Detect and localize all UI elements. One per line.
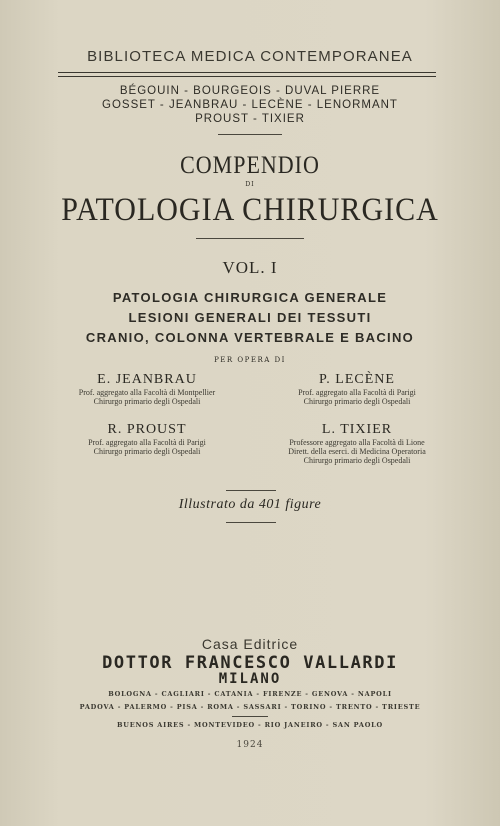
divider-rule [218,134,282,135]
branch-line-1: BOLOGNA - CAGLIARI - CATANIA - FIRENZE - GENOVA - NAPOLI [108,690,392,698]
publisher-name: DOTTOR FRANCESCO VALLARDI [102,653,398,673]
series-title: BIBLIOTECA MEDICA CONTEMPORANEA [87,48,413,65]
contributor-lecene [262,372,452,406]
illustrated-note: Illustrato da 401 figure [178,497,322,512]
divider-rule [196,238,304,239]
double-rule [58,72,436,77]
subtitle-line-2: LESIONI GENERALI DEI TESSUTI [128,310,372,325]
contributor-title: Dirett. della eserci. di Medicina Operatoria [288,447,426,456]
branch-line-3: BUENOS AIRES - MONTEVIDEO - RIO JANEIRO - SAN PAOLO [117,721,383,729]
subtitle-line-1: PATOLOGIA CHIRURGICA GENERALE [112,290,388,305]
author-line-2: GOSSET - JEANBRAU - LECÈNE - LENORMANT [102,99,398,111]
publisher-house: Casa Editrice [201,636,299,652]
divider-rule [232,716,268,717]
contributor-name: E. JEANBRAU [97,372,197,387]
contributor-name: P. LECÈNE [319,372,395,387]
contributor-title: Professore aggregato alla Facoltà di Lione [289,438,425,447]
volume-label: VOL. I [222,258,278,277]
contributor-name: R. PROUST [107,422,187,437]
contributor-proust [52,422,242,456]
divider-rule [226,522,276,523]
contributor-jeanbrau [52,372,242,406]
divider-rule [226,490,276,491]
title-compendio: COMPENDIO [180,150,320,179]
main-title: PATOLOGIA CHIRURGICA [61,191,439,228]
contributor-title: Chirurgo primario degli Ospedali [303,456,411,465]
branch-line-2: PADOVA - PALERMO - PISA - ROMA - SASSARI - TORINO - TRENTO - TRIESTE [79,703,421,711]
author-line-1: BÉGOUIN - BOURGEOIS - DUVAL PIERRE [119,85,381,97]
per-opera-di: PER OPERA DI [214,356,286,364]
contributor-title: Chirurgo primario degli Ospedali [303,397,411,406]
contributor-tixier [262,422,452,465]
contributor-name: L. TIXIER [321,422,393,437]
contributor-title: Prof. aggregato alla Facoltà di Montpellier [78,388,216,397]
contributor-title: Prof. aggregato alla Facoltà di Parigi [88,438,206,447]
contributor-title: Prof. aggregato alla Facoltà di Parigi [298,388,416,397]
author-line-3: PROUST - TIXIER [195,113,305,125]
publication-year: 1924 [236,740,264,750]
subtitle-line-3: CRANIO, COLONNA VERTEBRALE E BACINO [85,330,415,345]
contributor-title: Chirurgo primario degli Ospedali [93,447,201,456]
title-di: DI [245,181,255,188]
publisher-city: MILANO [218,671,282,687]
contributor-title: Chirurgo primario degli Ospedali [93,397,201,406]
